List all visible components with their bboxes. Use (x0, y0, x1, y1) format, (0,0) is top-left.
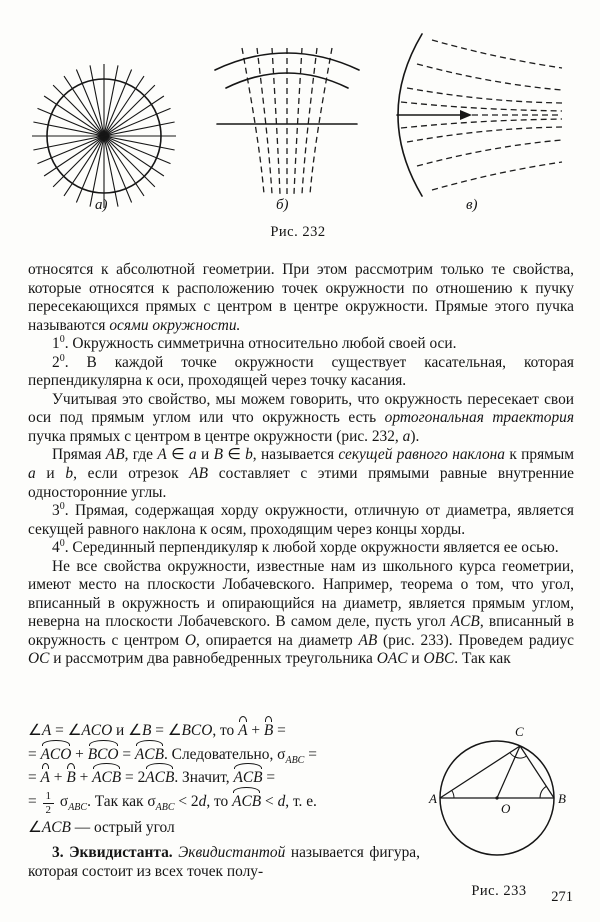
text-run: Не все свойства окружности, известные нам из школьного курса геометрии, имеют место на плоскости Лобачевского. Например, теорема о том, что угол, вписанный в окружность и опирающийся на диаметр, является прямым углом, неверна на плоскости Лобачевского. В самом деле, пусть угол (28, 557, 574, 631)
math-arc-term: ACB (145, 766, 174, 790)
math-arc-term: ACO (41, 743, 72, 767)
text-run: ∈ (166, 446, 189, 464)
text-run: d (277, 792, 286, 810)
text-run: ∈ (222, 446, 246, 464)
math-arc-term: BCO (88, 743, 119, 767)
text-run: 1 (52, 335, 60, 353)
text-run: OAC (376, 650, 408, 668)
paragraph (28, 335, 574, 354)
text-run: = ∠ (51, 722, 82, 739)
text-run: (рис. 233). Проведем радиус (377, 631, 574, 649)
text-run: ABC (68, 801, 88, 813)
text-run: 0 (59, 500, 65, 512)
text-run: осями окружности. (109, 316, 241, 334)
paragraph (28, 354, 574, 391)
text-run: и (407, 650, 424, 668)
text-run: B (213, 446, 223, 464)
axes-pencil (32, 64, 176, 208)
text-run: — острый угол (70, 818, 175, 836)
text-run: = ∠ (151, 722, 182, 739)
point-label-c: C (514, 724, 524, 739)
text-run: и (35, 465, 66, 483)
figure-label-a: а) (95, 197, 108, 213)
text-run: и ∠ (112, 722, 142, 739)
text-run: 4 (52, 539, 60, 557)
text-run: A (157, 446, 167, 464)
arrowhead-icon (460, 110, 472, 120)
text-run: = (273, 722, 286, 739)
math-arc-term: ACB (92, 766, 121, 790)
text-run: < (261, 792, 278, 810)
formula-line (28, 743, 420, 767)
text-run: . Серединный перпендикуляр к любой хорде окружности является ее осью. (64, 539, 559, 557)
paragraph (28, 502, 574, 539)
text-run: ортогональная траектория (384, 409, 575, 427)
math-arc-term: A (238, 719, 247, 743)
text-run: b (245, 446, 253, 464)
paragraph (28, 558, 574, 669)
text-run: = (304, 745, 317, 763)
point-label-b: B (557, 791, 566, 806)
figure-232a-circle-with-axes (24, 56, 184, 216)
text-run: ACO (81, 722, 113, 739)
text-run: , то (212, 722, 239, 739)
text-run: секущей равного наклона (338, 446, 505, 464)
text-run: . Окружность симметрична относительно любой своей оси. (64, 335, 457, 353)
formula-line (28, 766, 420, 790)
text-run: . Следовательно, σ (163, 745, 286, 763)
figure-label-v: в) (466, 197, 478, 213)
math-arc-term: B (66, 766, 75, 790)
text-run: = (262, 769, 276, 786)
text-run: = (118, 745, 135, 763)
paragraph (28, 446, 574, 502)
text-run: + (247, 722, 264, 739)
pencil-dashed-lines (242, 48, 332, 194)
text-run: . Значит, (174, 769, 234, 786)
formula-column (28, 719, 420, 900)
text-run: 0 (59, 538, 65, 550)
text-run: Прямая (52, 446, 106, 464)
math-fraction (43, 791, 55, 816)
text-run: ABC (155, 801, 175, 813)
text-run: ). (410, 427, 420, 445)
point-label-o: O (500, 801, 510, 816)
text-run: 0 (59, 352, 65, 364)
text-run: OC (28, 650, 50, 668)
text-run: и (196, 446, 214, 464)
text-run: AB (105, 446, 125, 464)
text-run: a (28, 465, 36, 483)
text-run: AB (189, 465, 209, 483)
text-run: составляет с этими прямыми равные внутренние односторонние углы. (28, 465, 575, 501)
text-run: b (65, 465, 74, 483)
text-run: , т. е. (285, 792, 317, 810)
fraction-numerator: 1 (43, 791, 55, 804)
text-run: + (71, 745, 88, 763)
text-run: 3 (52, 502, 60, 520)
figure-233-caption: Рис. 233 (471, 883, 527, 899)
text-run: ACB (41, 818, 71, 836)
text-run: = (28, 792, 41, 810)
text-run: называется фигура, которая состоит из всех точек полу- (28, 844, 420, 880)
fraction-denominator: 2 (45, 803, 52, 816)
figure-232-caption: Рис. 232 (270, 224, 326, 240)
math-arc-term: ACB (233, 766, 262, 790)
text-run: = 2 (121, 769, 146, 786)
text-run: Эквидистантой (178, 844, 286, 861)
formula-line (28, 816, 420, 840)
text-run: . В каждой точке окружности существует касательная, которая перпендикулярна к оси, проходящей через точку касания. (28, 353, 574, 390)
figure-233 (420, 719, 578, 900)
text-run: Учитывая это свойство, мы можем говорить, что окружность пересекает свои оси под прямым углом или что окружность есть (28, 390, 574, 427)
figure-232b-pencil-with-trajectories (212, 28, 362, 198)
text-run: O (184, 631, 197, 649)
text-run: AB (358, 631, 378, 649)
figure-232v-parallel-pencil (364, 30, 566, 200)
formula-line (28, 790, 420, 816)
math-arc-term: ACB (135, 743, 164, 767)
text-run: , вписанный в окружность с центром (28, 613, 574, 649)
text-run: а (402, 427, 411, 445)
math-arc-term: A (41, 766, 50, 790)
text-run: , опирается на диаметр (196, 631, 359, 649)
text-run: , называется (252, 446, 339, 464)
text-run: + (49, 769, 67, 786)
triangle-acb (440, 746, 554, 798)
text-run: OBC (423, 650, 455, 668)
body-text (28, 261, 574, 669)
text-run: пучка прямых с центром в центре окружности (рис. 232, (28, 427, 403, 445)
text-run: , то (206, 792, 233, 810)
text-run: + (75, 769, 93, 786)
text-run: и рассмотрим два равнобедренных треугольника (49, 650, 377, 668)
figure-233-inscribed-angle (427, 723, 572, 875)
text-run: = (28, 769, 41, 786)
bottom-section (28, 719, 578, 900)
text-run: ∠ (28, 818, 42, 836)
text-run: ∠ (28, 722, 42, 739)
text-run: a (188, 446, 197, 464)
axis-with-arrow (397, 110, 472, 120)
text-run: < 2 (174, 792, 199, 810)
text-run: . Так как σ (87, 792, 156, 810)
text-run: к прямым (504, 446, 574, 464)
text-run: 2 (52, 353, 60, 371)
paragraph (28, 844, 420, 881)
formula-line (28, 719, 420, 743)
text-run: . Так как (454, 650, 511, 668)
text-run: A (41, 722, 52, 739)
text-run: , если отрезок (73, 465, 190, 483)
paragraph (28, 261, 574, 335)
center-point (495, 796, 498, 799)
text-run: BCO (181, 722, 213, 739)
text-run: ACB (450, 613, 480, 631)
text-run: = (28, 745, 41, 763)
text-run: , где (124, 446, 158, 464)
text-run: B (141, 722, 152, 739)
figure-label-b: б) (276, 197, 289, 213)
math-arc-term: B (264, 719, 273, 743)
page-number: 271 (551, 889, 573, 905)
math-arc-term: ACB (232, 790, 261, 814)
text-run: 3. Эквидистанта. (52, 844, 173, 861)
text-run: ABC (285, 754, 305, 766)
point-label-a: A (428, 791, 437, 806)
paragraph (28, 539, 574, 558)
text-run: σ (56, 792, 69, 810)
text-run: d (198, 792, 207, 810)
text-run: 0 (59, 334, 65, 346)
text-run: . Прямая, содержащая хорду окружности, отличную от диаметра, является секущей равного наклона к осям, проходящим через концы хорды. (28, 502, 574, 538)
text-run: относятся к абсолютной геометрии. При этом рассмотрим только те свойства, которые относятся к расположению точек окружности по отношению к пучку пересекающихся прямых с центром в центре окружности. Прямые этого пучка называются (28, 261, 574, 334)
paragraph (28, 391, 574, 447)
